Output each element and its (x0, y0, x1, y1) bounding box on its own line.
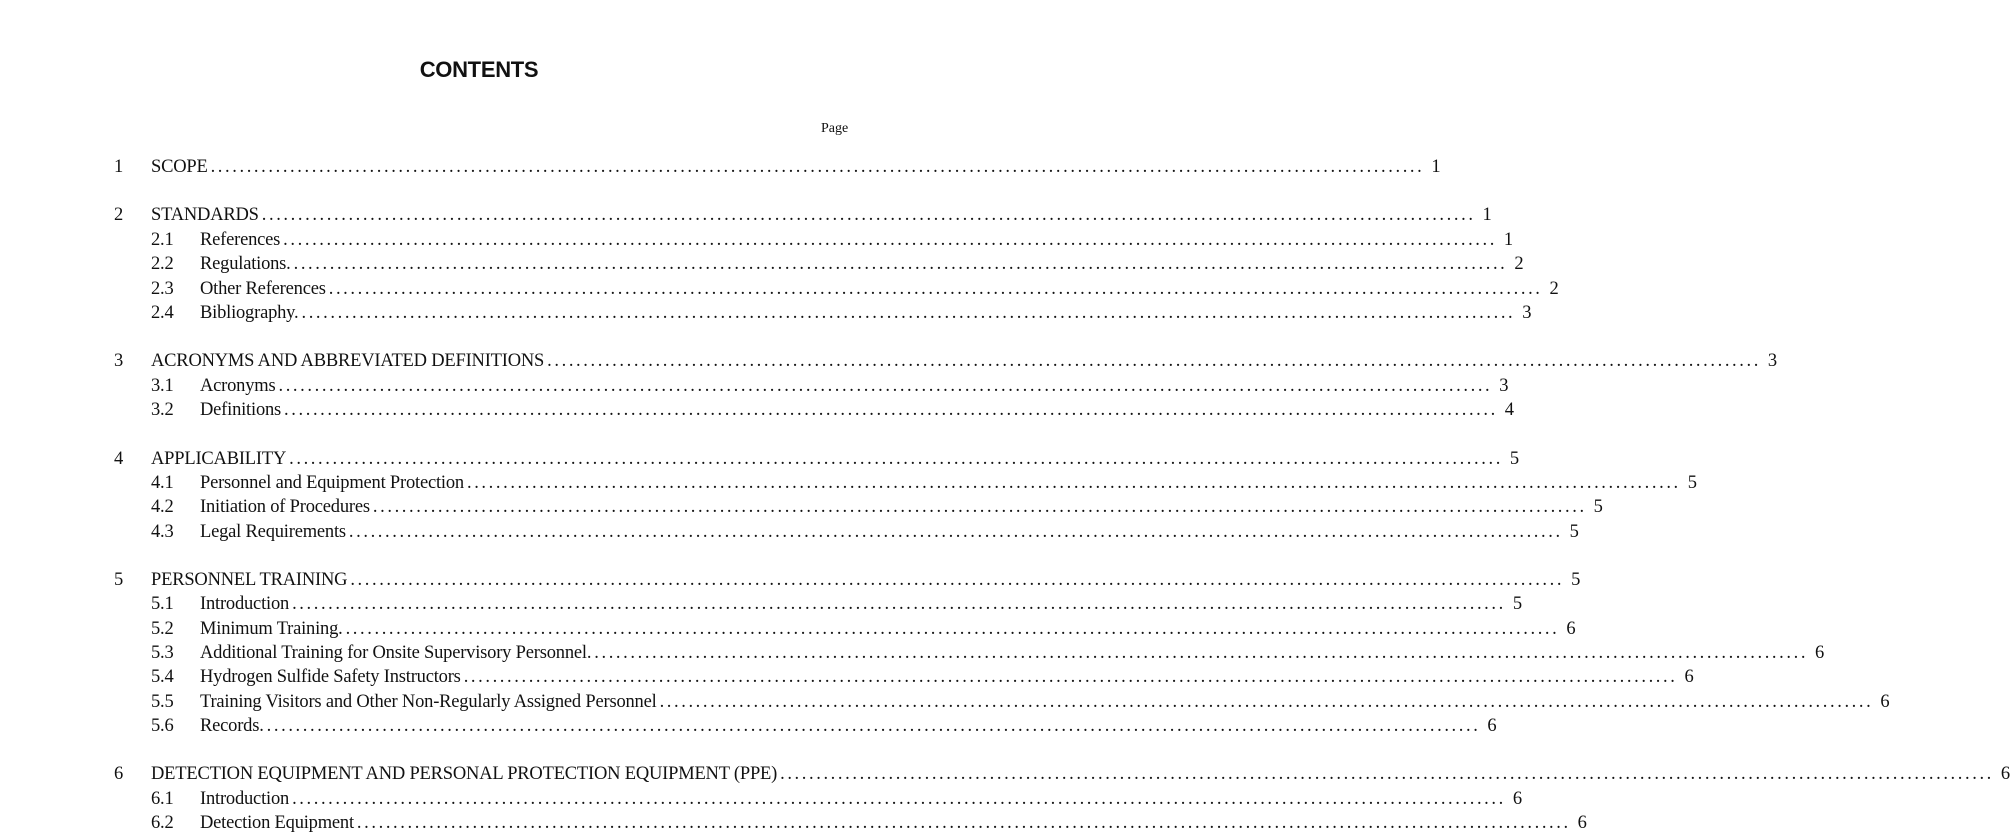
toc-entry-page: 2 (1549, 279, 1559, 299)
toc-entry-page: 2 (1514, 254, 1524, 274)
toc-entry-page: 5 (1509, 449, 1519, 469)
toc-dot-leader: ........................................................................................................................................................................ (293, 254, 1508, 274)
toc-entry-title: Records. (200, 716, 264, 736)
toc-entry-page: 6 (1566, 619, 1576, 639)
toc-entry-page: 1 (1431, 157, 1441, 177)
toc-entry[interactable] (151, 641, 1825, 665)
toc-entry-title: Definitions (200, 400, 282, 420)
toc-entry-title: Initiation of Procedures (200, 497, 370, 517)
toc-dot-leader: ........................................................................................................................................................................ (301, 303, 1516, 323)
toc-entry-page: 6 (1487, 716, 1497, 736)
toc-entry[interactable] (114, 155, 1441, 179)
toc-entry-title: PERSONNEL TRAINING (151, 570, 348, 590)
toc-dot-leader: ........................................................................................................................................................................ (266, 716, 1481, 736)
toc-dot-leader: ........................................................................................................................................................................ (463, 667, 1678, 687)
toc-dot-leader: ........................................................................................................................................................................ (292, 789, 1506, 809)
toc-entry-number: 6.2 (151, 813, 174, 833)
toc-dot-leader: ........................................................................................................................................................................ (210, 157, 1425, 177)
toc-dot-leader: ........................................................................................................................................................................ (328, 279, 1543, 299)
toc-dot-leader: ........................................................................................................................................................................ (372, 497, 1587, 517)
toc-entry-title: STANDARDS (151, 205, 259, 225)
toc-entry[interactable] (151, 665, 1694, 689)
toc-entry-page: 6 (1512, 789, 1522, 809)
toc-entry-title: Hydrogen Sulfide Safety Instructors (200, 667, 461, 687)
toc-entry[interactable] (151, 252, 1524, 276)
toc-entry[interactable] (151, 811, 1587, 835)
toc-entry-title: ACRONYMS AND ABBREVIATED DEFINITIONS (151, 351, 545, 371)
toc-entry[interactable] (151, 471, 1697, 495)
toc-entry-page: 5 (1593, 497, 1603, 517)
toc-entry[interactable] (114, 568, 1581, 592)
toc-entry[interactable] (151, 787, 1522, 811)
toc-entry-page: 3 (1522, 303, 1532, 323)
toc-entry-number: 4.2 (151, 497, 174, 517)
toc-entry-number: 3.1 (151, 376, 174, 396)
toc-entry-page: 5 (1571, 570, 1581, 590)
toc-entry-page: 5 (1687, 473, 1697, 493)
toc-entry[interactable] (114, 203, 1492, 227)
toc-entry-number: 4.3 (151, 522, 174, 542)
toc-entry-page: 3 (1499, 376, 1509, 396)
page-title: CONTENTS (419, 57, 539, 82)
toc-entry[interactable] (151, 228, 1513, 252)
toc-entry-title: Bibliography. (200, 303, 299, 323)
toc-entry[interactable] (151, 301, 1532, 325)
toc-entry-title: Detection Equipment (200, 813, 354, 833)
toc-entry-page: 5 (1569, 522, 1579, 542)
toc-dot-leader: ........................................................................................................................................................................ (356, 813, 1571, 833)
toc-entry-number: 1 (114, 157, 124, 177)
toc-entry-title: DETECTION EQUIPMENT AND PERSONAL PROTECTION EQUIPMENT (PPE) (151, 764, 778, 784)
toc-entry-number: 2 (114, 205, 124, 225)
toc-entry-title: Personnel and Equipment Protection (200, 473, 464, 493)
toc-entry-title: SCOPE (151, 157, 208, 177)
toc-dot-leader: ........................................................................................................................................................................ (350, 570, 1565, 590)
toc-entry[interactable] (114, 447, 1519, 471)
toc-entry[interactable] (151, 690, 1890, 714)
toc-entry[interactable] (151, 277, 1559, 301)
toc-entry-page: 6 (1815, 643, 1825, 663)
toc-dot-leader: ........................................................................................................................................................................ (261, 205, 1476, 225)
toc-entry-page: 1 (1503, 230, 1513, 250)
toc-entry-number: 5.3 (151, 643, 174, 663)
toc-entry-number: 5.4 (151, 667, 174, 687)
toc-entry-number: 3 (114, 351, 124, 371)
toc-entry[interactable] (151, 398, 1514, 422)
toc-dot-leader: ........................................................................................................................................................................ (284, 400, 1498, 420)
toc-entry-title: Regulations. (200, 254, 291, 274)
toc-dot-leader: ........................................................................................................................................................................ (278, 376, 1493, 396)
toc-entry-number: 5 (114, 570, 124, 590)
toc-entry-page: 6 (1577, 813, 1587, 833)
toc-entry[interactable] (151, 617, 1576, 641)
toc-entry-title: Other References (200, 279, 326, 299)
toc-entry-page: 1 (1482, 205, 1492, 225)
toc-entry-page: 6 (2000, 764, 2010, 784)
toc-entry-title: Introduction (200, 594, 290, 614)
toc-dot-leader: ........................................................................................................................................................................ (780, 764, 1994, 784)
toc-entry-number: 2.1 (151, 230, 174, 250)
toc-entry-number: 3.2 (151, 400, 174, 420)
toc-entry-number: 5.6 (151, 716, 174, 736)
toc-entry-number: 2.2 (151, 254, 174, 274)
toc-entry-number: 2.3 (151, 279, 174, 299)
toc-entry[interactable] (151, 714, 1497, 738)
toc-dot-leader: ........................................................................................................................................................................ (594, 643, 1809, 663)
toc-dot-leader: ........................................................................................................................................................................ (292, 594, 1506, 614)
toc-entry-title: Introduction (200, 789, 290, 809)
toc-entry-title: APPLICABILITY (151, 449, 287, 469)
toc-entry-number: 5.2 (151, 619, 174, 639)
toc-dot-leader: ........................................................................................................................................................................ (547, 351, 1761, 371)
toc-entry-title: Minimum Training. (200, 619, 343, 639)
toc-dot-leader: ........................................................................................................................................................................ (283, 230, 1497, 250)
toc-entry[interactable] (151, 520, 1579, 544)
toc-entry[interactable] (151, 495, 1603, 519)
toc-entry-number: 4.1 (151, 473, 174, 493)
toc-dot-leader: ........................................................................................................................................................................ (466, 473, 1681, 493)
toc-entry-number: 5.5 (151, 692, 174, 712)
toc-entry-page: 6 (1684, 667, 1694, 687)
toc-entry-page: 5 (1512, 594, 1522, 614)
toc-dot-leader: ........................................................................................................................................................................ (289, 449, 1503, 469)
toc-entry[interactable] (114, 349, 1777, 373)
toc-entry-page: 6 (1880, 692, 1890, 712)
toc-entry-title: Additional Training for Onsite Supervisory Personnel. (200, 643, 592, 663)
toc-entry-title: Training Visitors and Other Non-Regularly Assigned Personnel (200, 692, 657, 712)
toc-entry-page: 3 (1767, 351, 1777, 371)
toc-entry-number: 6 (114, 764, 124, 784)
toc-entry-number: 4 (114, 449, 124, 469)
toc-entry[interactable] (114, 762, 2010, 786)
toc-entry-number: 2.4 (151, 303, 174, 323)
toc-entry-title: References (200, 230, 281, 250)
toc-dot-leader: ........................................................................................................................................................................ (348, 522, 1563, 542)
page-column-label: Page (821, 121, 849, 136)
toc-entry[interactable] (151, 374, 1509, 398)
toc-entry-title: Acronyms (200, 376, 276, 396)
toc-dot-leader: ........................................................................................................................................................................ (659, 692, 1874, 712)
toc-entry-number: 6.1 (151, 789, 174, 809)
toc-entry-number: 5.1 (151, 594, 174, 614)
toc-dot-leader: ........................................................................................................................................................................ (345, 619, 1560, 639)
toc-entry-title: Legal Requirements (200, 522, 346, 542)
toc-entry-page: 4 (1504, 400, 1514, 420)
toc-entry[interactable] (151, 592, 1522, 616)
